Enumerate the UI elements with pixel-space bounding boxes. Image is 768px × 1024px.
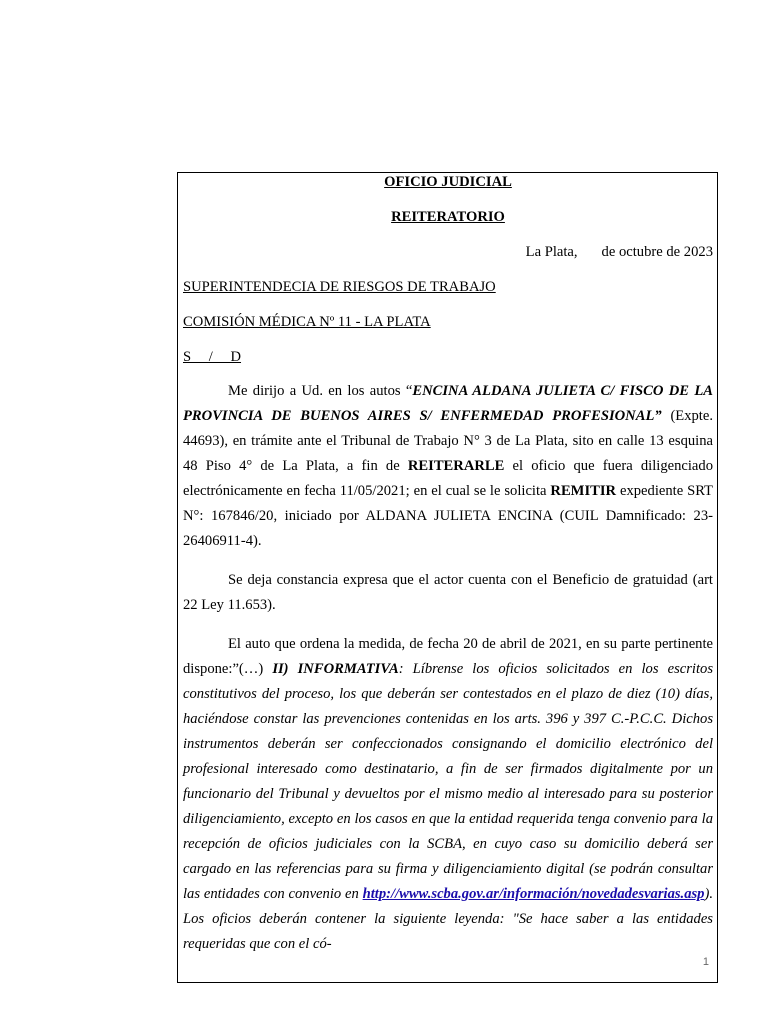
date-place: La Plata, xyxy=(525,244,578,260)
p1-text-d: expediente SRT N°: 167846/20, iniciado por ALDANA JULIETA ENCINA (CUIL Damnificado: 23-26406911-4). xyxy=(183,483,713,549)
p1-text-b: (Expte. 44693), en trámite ante el Tribunal de Trabajo N° 3 de La Plata, sito en calle 13 esquina 48 Piso 4° de La Plata, a fin de xyxy=(183,408,713,474)
addressee-line-1: SUPERINTENDECIA DE RIESGOS DE TRABAJO xyxy=(183,279,496,295)
p3-text-b: : Líbrense los oficios solicitados en los escritos constitutivos del proceso, los que deberán ser contestados en el plazo de diez (10) días, haciéndose constar las prevenciones contenidas en los arts. 396 y 397 C.-P.C.C. Dichos instrumentos deberán ser confeccionados consignando el domicilio electrónico del profesional interesado como destinatario, a fin de ser firmados digitalmente por un funcionario del Tribunal y devueltos por el mismo medio al interesado para su posterior diligenciamiento, excepto en los casos en que la entidad requerida tenga convenio para la recepción de oficios judiciales con la SCBA, en cuyo caso su domicilio deberá ser cargado en las referencias para su firma y diligenciamiento digital (se podrán consultar las entidades con convenio en xyxy=(183,661,714,902)
document-title: OFICIO JUDICIAL xyxy=(384,174,512,190)
paragraph-2: Se deja constancia expresa que el actor cuenta con el Beneficio de gratuidad (art 22 Ley 11.653). xyxy=(183,572,713,613)
addressee-line-2: COMISIÓN MÉDICA Nº 11 - LA PLATA xyxy=(183,314,431,330)
p3-text-a: El auto que ordena la medida, de fecha 20 de abril de 2021, en su parte pertinente dispone:”(…) xyxy=(183,636,713,677)
page-number: 1 xyxy=(702,956,709,968)
date-text: de octubre de 2023 xyxy=(601,244,713,260)
paragraph-3 xyxy=(183,632,713,957)
p1-text-c: el oficio que fuera diligenciado electrónicamente en fecha 11/05/2021; en el cual se le solicita xyxy=(183,458,713,499)
sd-line: S / D xyxy=(183,349,242,365)
informativa-heading: II) INFORMATIVA xyxy=(272,661,399,677)
scba-link[interactable]: http://www.scba.gov.ar/información/novedadesvarias.asp xyxy=(362,886,705,902)
p3-text-c: ). Los oficios deberán contener la siguiente leyenda: "Se hace saber a las entidades requeridas que con el có- xyxy=(183,886,713,952)
date-line xyxy=(183,243,713,261)
case-caption: ENCINA ALDANA JULIETA C/ FISCO DE LA PROVINCIA DE BUENOS AIRES S/ ENFERMEDAD PROFESIONAL” xyxy=(183,383,713,424)
remitir-keyword: REMITIR xyxy=(550,483,617,499)
document-frame xyxy=(177,172,718,983)
paragraph-1 xyxy=(183,379,713,554)
document-body xyxy=(183,173,713,957)
document-subtitle: REITERATORIO xyxy=(391,209,505,225)
reiterarle-keyword: REITERARLE xyxy=(407,458,505,474)
p1-text-a: Me dirijo a Ud. en los autos “ xyxy=(228,383,413,399)
